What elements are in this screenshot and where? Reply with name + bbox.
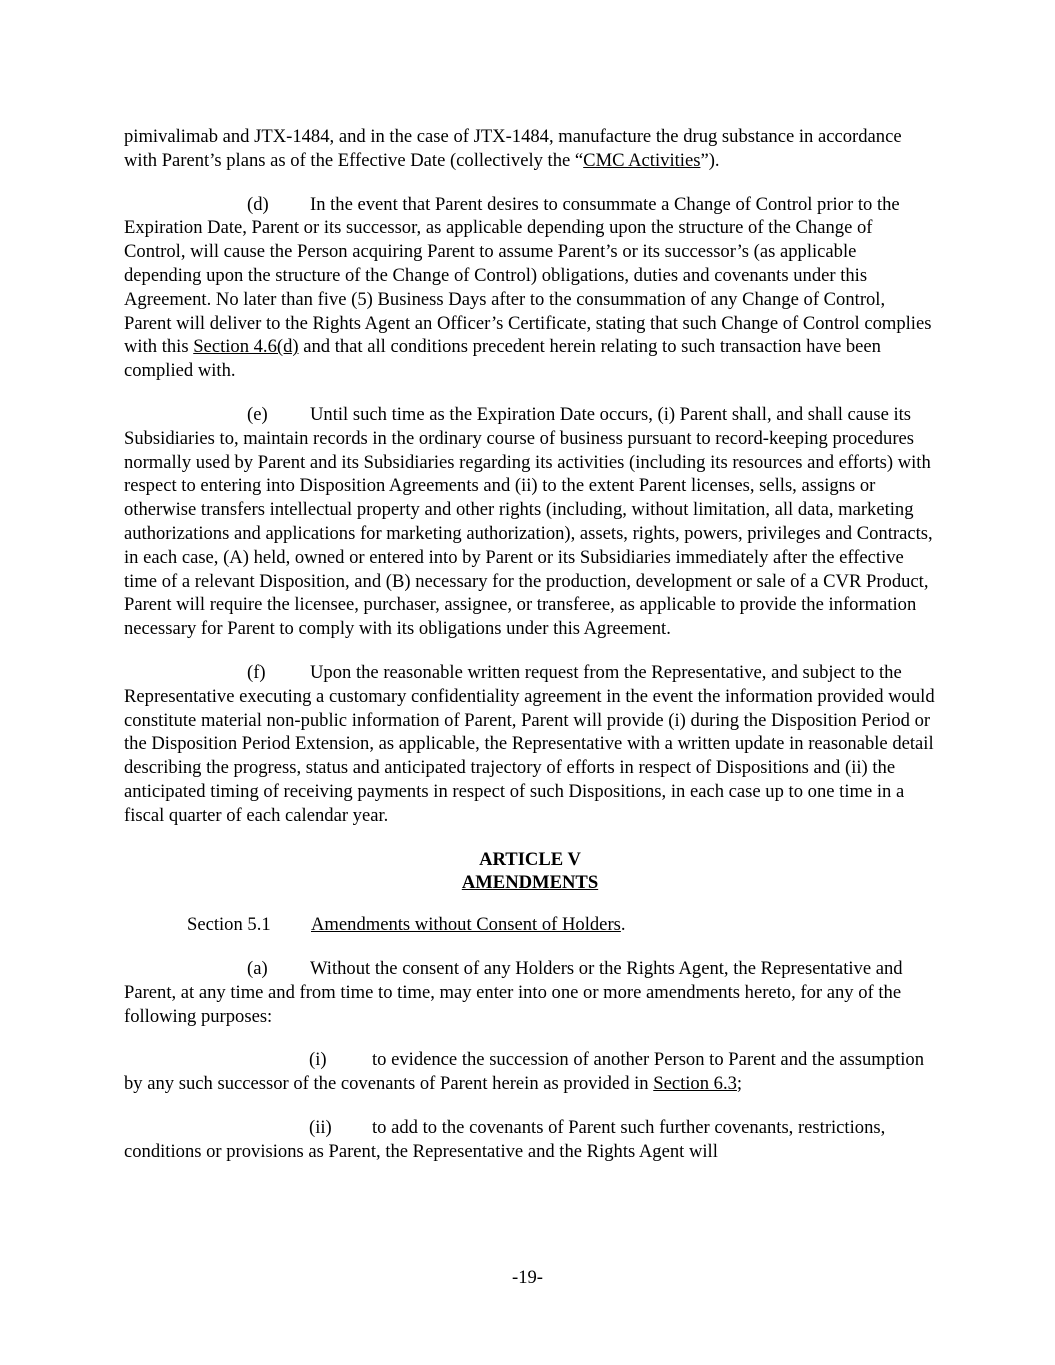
paragraph-continued <box>124 125 936 173</box>
paragraph-text: and that all conditions precedent herein relating to such transaction have been complied with. <box>124 336 881 382</box>
paragraph-text: In the event that Parent desires to consummate a Change of Control prior to the Expiration Date, Parent or its successor, as applicable depending upon the structure of the Change of Control, will cause the Person acquiring Parent to assume Parent’s or its successor’s (as applicable depending upon the structure of the Change of Control) obligations, duties and covenants under this Agreement. No later than five (5) Business Days after to the consummation of any Change of Control, Parent will deliver to the Rights Agent an Officer’s Certificate, stating that such Change of Control complies with this <box>124 193 932 358</box>
clause-label: (e) <box>247 403 268 425</box>
section-heading <box>124 913 936 937</box>
page-number: -19- <box>512 1267 543 1288</box>
clause-label: (d) <box>247 193 269 215</box>
paragraph-text: to add to the covenants of Parent such further covenants, restrictions, conditions or provisions as Parent, the Representative and the Rights Agent will <box>124 1116 886 1162</box>
paragraph-d <box>124 193 936 383</box>
paragraph-i <box>124 1048 936 1096</box>
section-reference: Section 6.3 <box>653 1073 737 1095</box>
clause-label: (ii) <box>309 1116 332 1138</box>
article-title: ARTICLE V <box>479 848 581 870</box>
paragraph-text: Upon the reasonable written request from the Representative, and subject to the Representative executing a customary confidentiality agreement in the event the information provided would constitute material non-public information of Parent, Parent will provide (i) during the Disposition Period or the Disposition Period Extension, as applicable, the Representative with a written update in reasonable detail describing the progress, status and anticipated trajectory of efforts in respect of Dispositions and (ii) the anticipated timing of receiving payments in respect of such Dispositions, in each case up to one time in a fiscal quarter of each calendar year. <box>124 661 935 826</box>
document-page <box>124 125 936 1163</box>
section-title: Amendments without Consent of Holders <box>311 914 621 936</box>
paragraph-ii <box>124 1116 936 1164</box>
clause-label: (f) <box>247 661 266 683</box>
section-label: Section 5.1 <box>187 914 271 936</box>
section-reference: Section 4.6(d) <box>193 336 299 358</box>
paragraph-text: pimivalimab and JTX-1484, and in the case of JTX-1484, manufacture the drug substance in accordance with Parent’s plans as of the Effective Date (collectively the “ <box>124 126 902 171</box>
paragraph-a <box>124 957 936 1028</box>
paragraph-text: Without the consent of any Holders or the Rights Agent, the Representative and Parent, at any time and from time to time, may enter into one or more amendments hereto, for any of the following purposes: <box>124 957 903 1027</box>
defined-term-link: CMC Activities <box>583 149 701 171</box>
clause-label: (i) <box>309 1049 327 1071</box>
paragraph-text: to evidence the succession of another Person to Parent and the assumption by any such successor of the covenants of Parent herein as provided in <box>124 1049 924 1095</box>
paragraph-text: ”). <box>700 149 720 171</box>
clause-label: (a) <box>247 957 268 979</box>
paragraph-text: Until such time as the Expiration Date occurs, (i) Parent shall, and shall cause its Subsidiaries to, maintain records in the ordinary course of business pursuant to record-keeping procedures normally used by Parent and its Subsidiaries regarding its activities (including its resources and efforts) with respect to entering into Disposition Agreements and (ii) to the extent Parent licenses, sells, assigns or otherwise transfers intellectual property and other rights (including, without limitation, all data, marketing authorizations and applications for marketing authorization), assets, rights, powers, privileges and Contracts, in each case, (A) held, owned or entered into by Parent or its Subsidiaries immediately after the effective time of a relevant Disposition, and (B) necessary for the production, development or sale of a CVR Product, Parent will require the licensee, purchaser, assignee, or transferee, as applicable to provide the information necessary for Parent to comply with its obligations under this Agreement. <box>124 403 933 640</box>
paragraph-e <box>124 403 936 641</box>
paragraph-text: ; <box>736 1073 743 1095</box>
article-subtitle: AMENDMENTS <box>461 872 599 894</box>
article-heading <box>124 848 936 896</box>
section-punct: . <box>620 914 626 936</box>
paragraph-f <box>124 661 936 828</box>
